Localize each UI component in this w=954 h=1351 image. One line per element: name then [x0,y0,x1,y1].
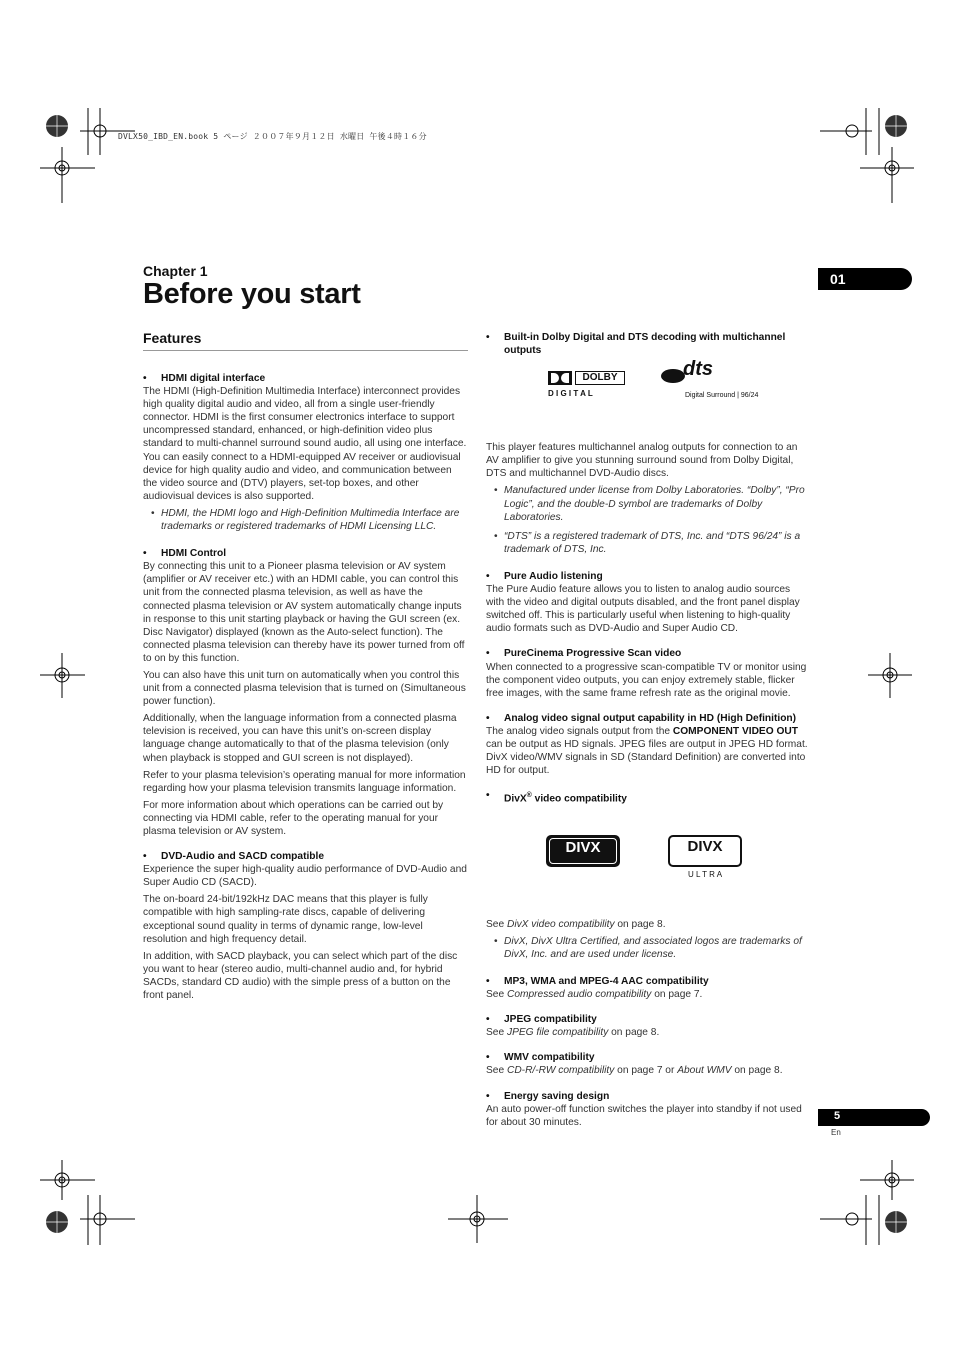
divx-ultra-wordmark: DIVX [687,837,723,855]
feature-body: You can also have this unit turn on automatically when you control this unit from a connected plasma television that is turned on (Simultaneous power function). [143,669,466,708]
dts-wordmark: dts [683,358,713,381]
feature-body: Experience the super high-quality audio performance of DVD-Audio and Super Audio CD (SACD). [143,864,467,889]
feature-body: In addition, with SACD playback, you can select which part of the disc you want to hear (stereo audio, multi-channel audio and, for hybrid SACDs, standard CD audio) with the simple press of a button on the front panel. [143,950,458,1002]
feature-heading: • Built-in Dolby Digital and DTS decoding with multichannel outputs [486,331,811,357]
feature-body: The on-board 24-bit/192kHz DAC means that this player is fully compatible with high sampling-rate discs, capable of delivering exceptional sound quality in terms of dynamic range, low-level resolution and high frequency detail. [143,894,428,945]
chapter-label: Chapter 1 [143,263,208,279]
cross-reference: See DivX video compatibility on page 8. [486,918,666,930]
trademark-note: • Manufactured under license from Dolby Laboratories. “Dolby”, “Pro Logic”, and the double-D symbol are trademarks of Dolby Laboratories. [486,484,811,523]
feature-heading: • PureCinema Progressive Scan video [486,647,811,660]
feature-body: The Pure Audio feature allows you to listen to analog audio sources with the video and digital outputs disabled, and the front panel display switched off. This is particularly useful when listening to high-quality audio formats such as DVD-Audio and Super Audio CD. [486,584,800,635]
dts-label: Digital Surround | 96/24 [685,392,759,400]
feature-heading: • Analog video signal output capability in HD (High Definition) [486,712,811,725]
feature-heading: • MP3, WMA and MPEG-4 AAC compatibility [486,975,811,988]
ultra-label: U L T R A [687,869,723,879]
feature-body: For more information about which operations can be carried out by connecting via HDMI cable, refer to the operating manual for your plasma television or AV system. [143,799,444,837]
chapter-tab [818,268,912,290]
divx-logos [486,806,811,918]
feature-body: This player features multichannel analog outputs for connection to an AV amplifier to give you stunning surround sound from Dolby Digital, DTS and multichannel DVD-Audio discs. [486,442,798,480]
dolby-digital-logo [548,371,626,399]
feature-body: Refer to your plasma television’s operating manual for more information regarding how your plasma television transmits language information. [143,769,466,794]
feature-heading: • Energy saving design [486,1090,811,1103]
trademark-note: • HDMI, the HDMI logo and High-Definition Multimedia Interface are trademarks or registered trademarks of HDMI Licensing LLC. [143,507,468,533]
feature-heading: • JPEG compatibility [486,1013,811,1026]
feature-heading: • DivX® video compatibility [486,789,811,805]
cross-reference: See JPEG file compatibility on page 8. [486,1027,660,1039]
left-column [143,372,468,1006]
component-video-out-label: COMPONENT VIDEO OUT [672,725,798,737]
divx-ultra-logo [668,835,742,879]
divx-wordmark: DIVX [565,838,601,856]
feature-heading: • Pure Audio listening [486,570,811,583]
chapter-tab-number: 01 [830,271,846,287]
right-column [486,331,811,1133]
cross-reference: See Compressed audio compatibility on page 7. [486,989,703,1001]
feature-heading: • HDMI digital interface [143,372,468,385]
feature-heading: • HDMI Control [143,547,468,560]
chapter-title: Before you start [143,278,361,310]
trademark-note: • “DTS” is a registered trademark of DTS, Inc. and “DTS 96/24” is a trademark of DTS, Inc. [486,530,811,556]
feature-body: Additionally, when the language information from a connected plasma television is received, you can have this unit’s on-screen display language change automatically to that of the plasma television (only when playback is stopped and GUI screen is not displayed). [143,713,457,764]
book-file-header: DVLX50_IBD_EN.book 5 ページ ２００７年９月１２日 水曜日 午後４時１６分 [118,132,427,141]
feature-body: The analog video signals output from the COMPONENT VIDEO OUT can be output as HD signals. JPEG files are output in JPEG HD format. DivX video/WMV signals in SD (Standard Definition) are converted into HD for output. [486,725,808,777]
dolby-wordmark: DOLBY [575,371,625,385]
dolby-digital-label: D I G I T A L [548,389,593,399]
section-divider [143,350,468,351]
section-title: Features [143,330,202,346]
feature-heading: • DVD-Audio and SACD compatible [143,850,468,863]
page-language: En [831,1128,841,1137]
divx-logo [546,835,620,867]
trademark-note: • DivX, DivX Ultra Certified, and associated logos are trademarks of DivX, Inc. and are used under license. [486,935,811,961]
cross-reference: See CD-R/-RW compatibility on page 7 or About WMV on page 8. [486,1065,783,1077]
page-number: 5 [834,1110,841,1122]
feature-heading: • WMV compatibility [486,1051,811,1064]
audio-logos [486,357,811,441]
feature-body: When connected to a progressive scan-compatible TV or monitor using the component video outputs, you can enjoy extremely stable, flicker free images, with the same frame refresh rate as the original movie. [486,661,807,699]
page-number-tab [818,1109,930,1126]
feature-body: By connecting this unit to a Pioneer plasma television or AV system (amplifier or AV receiver etc.) with an HDMI cable, you can control this unit from the connected plasma television, as well as have the connected plasma television or AV system automatically change inputs in response to this unit starting playback or having the GUI screen (ex. Disc Navigator) displayed (known as the Auto-select function). The connected plasma television can thereby have its power turned from off to on by this function. [143,561,465,664]
feature-body: An auto power-off function switches the player into standby if not used for about 30 minutes. [486,1103,802,1128]
dts-logo [661,358,761,401]
feature-body: The HDMI (High-Definition Multimedia Interface) interconnect provides high quality digital audio and video, all from a single user-friendly connector. HDMI is the first consumer electronics interface to support uncompressed standard, enhanced, or high-definition video plus standard to multi-channel surround sound audio, all using one interface. You can easily connect to a HDMI-equipped AV receiver or audiovisual device for high quality audio and video, and communication between the video source and (DTV) players, set-top boxes, and other audiovisual devices is also supported. [143,386,467,502]
